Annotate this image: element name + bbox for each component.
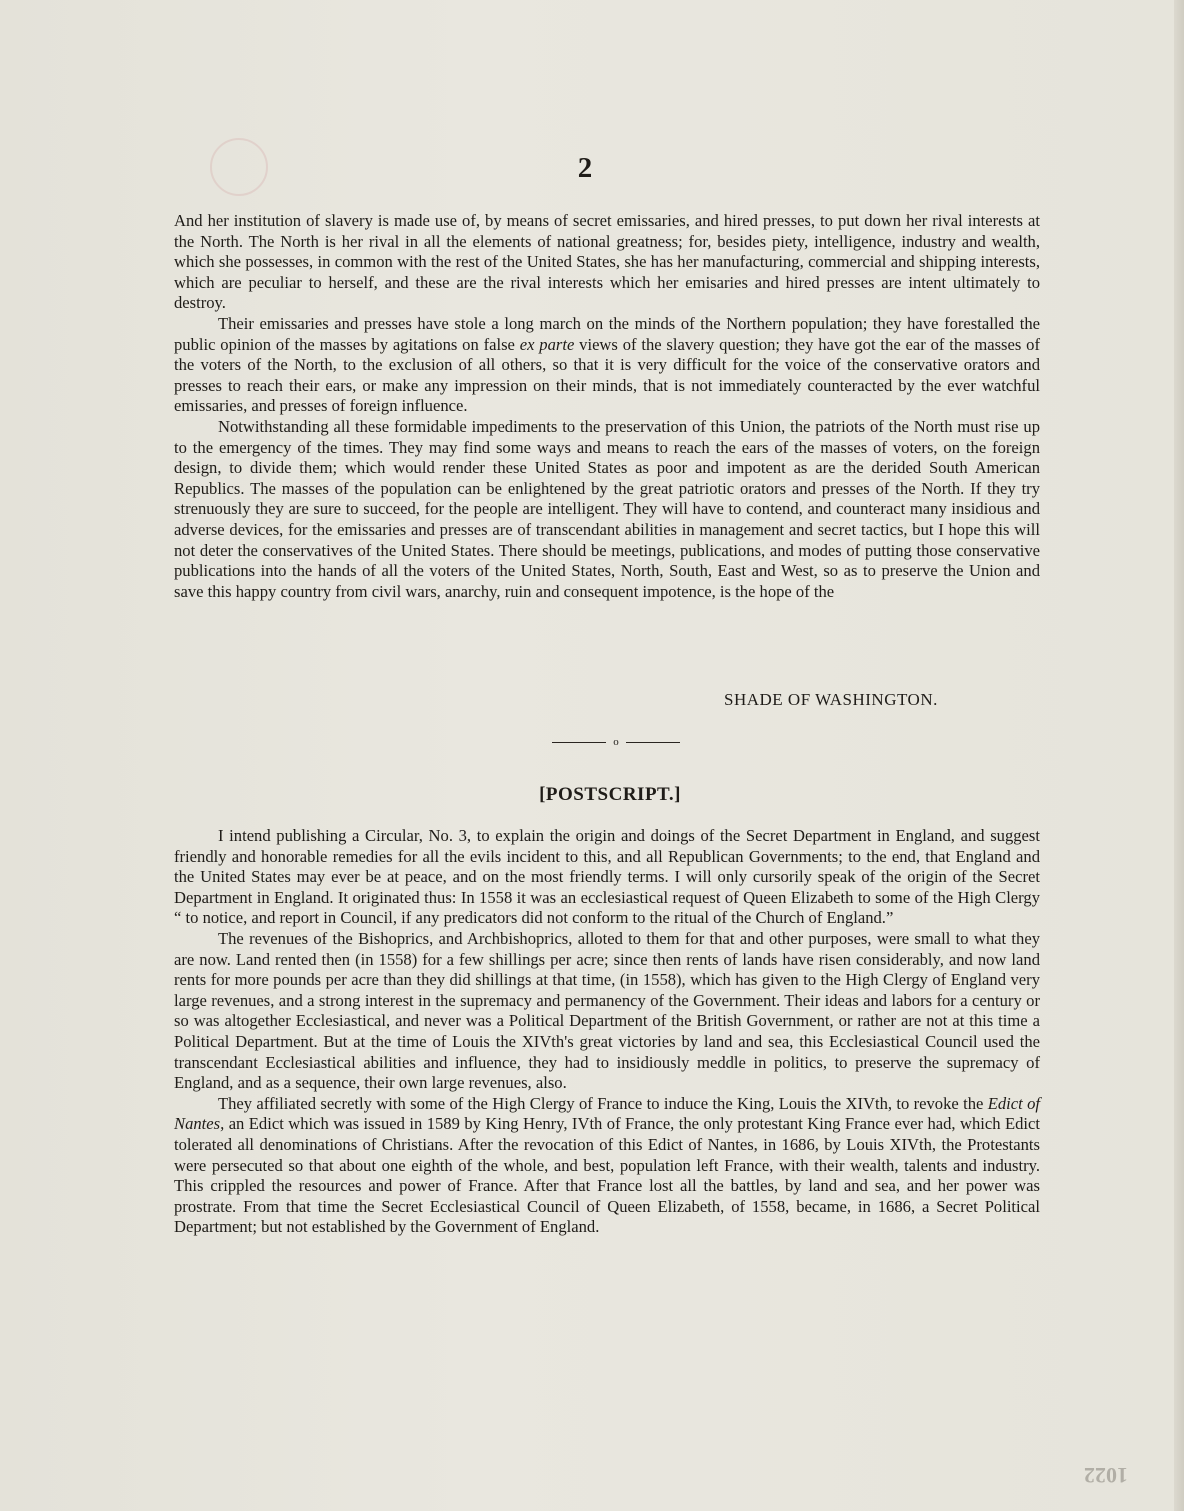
section-divider: o — [552, 734, 680, 750]
italic-edict: Edict of Nantes, — [174, 1093, 1040, 1134]
paragraph-3: Notwithstanding all these formidable impediments to the preservation of this Union, the patriots of the North must rise up to the emergency of the times. They may find some ways and means to reach the ears of the masses of voters, on the foreign design, to divide them; which would render these United States as poor and impotent as are the derided South American Republics. The masses of the population can be enlightened by the great patriotic orators and presses of the North. If they try strenuously they are sure to succeed, for the people are intelligent. They will have to contend, and counteract many insidious and adverse devices, for the emissaries and presses are of transcendant abilities in management and secret tactics, but I hope this will not deter the conservatives of the United States. There should be meetings, publications, and modes of putting those conservative publications into the hands of all the voters of the United States, North, South, East and West, so as to preserve the Union and save this happy country from civil wars, anarchy, ruin and consequent impotence, is the hope of the — [174, 416, 1040, 601]
library-stamp-icon — [210, 138, 268, 196]
postscript-paragraph-3-rest: an Edict which was issued in 1589 by King Henry, IVth of France, the only protestant King France ever had, which Edict tolerated all denominations of Christians. After the revocation of this Edict of Nantes, in 1686, by Louis XIVth, the Protestants were persecuted so that about one eighth of the whole, and best, population left France, with their wealth, talents and industry. This crippled the resources and power of France. After that France lost all the battles, by land and sea, and her power was prostrate. From that time the Secret Ecclesiastical Council of Queen Elizabeth, of 1558, became, in 1686, a Secret Political Department; but not established by the Government of England. — [174, 1114, 1040, 1237]
paragraph-2-rest: views of the slavery question; they have got the ear of the masses of the voters of the North, to the exclusion of all others, so that it is very difficult for the voice of the conservative orators and presses to reach their ears, or make any impression on their minds, that is not immediately counteracted by the ever watchful emissaries, and presses of foreign influence. — [174, 334, 1040, 416]
page-edge — [1174, 0, 1184, 1511]
corner-mark: 1022 — [1084, 1463, 1128, 1488]
signature: SHADE OF WASHINGTON. — [724, 690, 938, 709]
page-number: 2 — [577, 152, 593, 184]
postscript-paragraph-3 — [174, 1094, 1040, 1238]
postscript-paragraph-1: I intend publishing a Circular, No. 3, to explain the origin and doings of the Secret Department in England, and suggest friendly and honorable remedies for all the evils incident to this, and all Republican Governments; to the end, that England and the United States may ever be at peace, and on the most friendly terms. I will only cursorily speak of the origin of the Secret Department in England. It originated thus: In 1558 it was an ecclesiastical request of Queen Elizabeth to some of the High Clergy “ to notice, and report in Council, if any predicators did not conform to the ritual of the Church of England.” — [174, 826, 1040, 928]
postscript-body — [174, 826, 1040, 1238]
letter-body — [174, 211, 1040, 602]
paragraph-1: And her institution of slavery is made use of, by means of secret emissaries, and hired presses, to put down her rival interests at the North. The North is her rival in all the elements of national greatness; for, besides piety, intelligence, industry and wealth, which she possesses, in common with the rest of the United States, she has her manufacturing, commercial and shipping interests, which are peculiar to herself, and these are the rival interests which her emisaries and hired presses are intent ultimately to destroy. — [174, 211, 1040, 313]
postscript-heading: [POSTSCRIPT.] — [539, 784, 681, 805]
italic-phrase: ex parte — [519, 334, 575, 354]
paragraph-2 — [174, 314, 1040, 417]
postscript-paragraph-2: The revenues of the Bishoprics, and Archbishoprics, alloted to them for that and other purposes, were small to what they are now. Land rented then (in 1558) for a few shillings per acre; since then rents of lands have risen considerably, and now land rents for more pounds per acre than they did shillings at that time, (in 1558), which has given to the High Clergy of England very large revenues, and a strong interest in the supremacy and permanency of the Government. Their ideas and labors for a century or so was altogether Ecclesiastical, and never was a Political Department of the British Government, or rather are not at this time a Political Department. But at the time of Louis the XIVth's great victories by land and sea, this Ecclesiastical Council used the transcendant Ecclesiastical abilities and influence, they had to insidiously meddle in politics, to preserve the supremacy of England, and as a sequence, their own large revenues, also. — [174, 928, 1040, 1093]
paragraph-2-start: Their emissaries and presses have stole a long march on the minds of the Northern population; they have forestalled the public opinion of the masses by agitations on false — [174, 313, 1040, 354]
postscript-paragraph-3-start: They affiliated secretly with some of the High Clergy of France to induce the King, Louis the XIVth, to revoke the — [218, 1093, 984, 1113]
